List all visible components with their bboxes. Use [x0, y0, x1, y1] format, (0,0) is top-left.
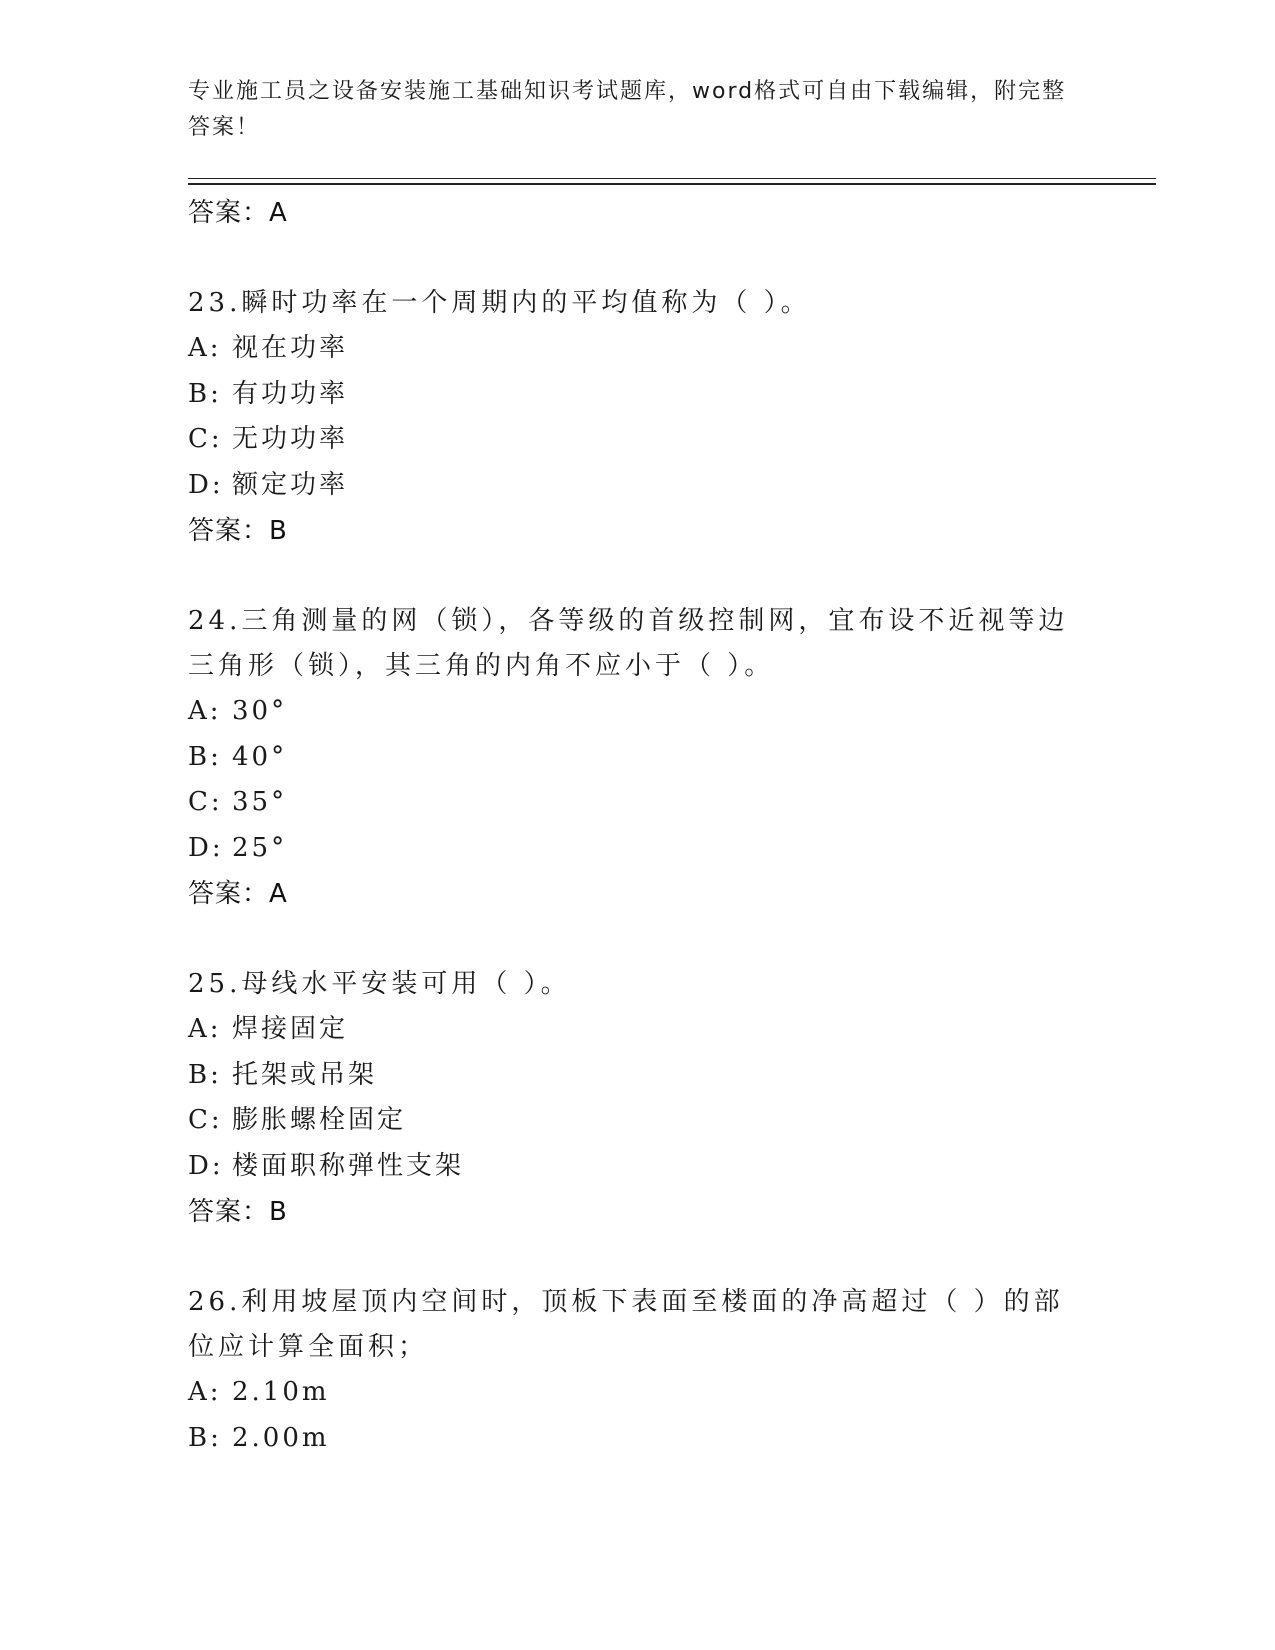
option-text: 额定功率	[232, 469, 349, 500]
question-23	[188, 281, 1088, 554]
option-key: B:	[188, 1422, 222, 1453]
answer-value: A	[269, 879, 288, 909]
answer-prefix: 答案：	[188, 879, 270, 909]
option-key: C:	[188, 1105, 223, 1135]
option-key: D:	[188, 832, 224, 863]
option-a	[188, 326, 1088, 372]
answer-prefix: 答案：	[188, 198, 270, 228]
option-key: B:	[188, 378, 222, 409]
option-d	[188, 1144, 1088, 1190]
question-stem: 23.瞬时功率在一个周期内的平均值称为（ ）。	[188, 288, 811, 318]
option-text: 托架或吊架	[232, 1059, 378, 1090]
option-text: 2.10m	[232, 1377, 330, 1407]
option-text: 无功功率	[232, 424, 349, 454]
option-key: A:	[188, 333, 222, 363]
option-b	[188, 735, 1088, 781]
question-25	[188, 962, 1088, 1235]
header-divider-thick	[188, 183, 1156, 185]
option-b	[188, 372, 1088, 418]
option-text: 有功功率	[232, 378, 349, 409]
question-24	[188, 599, 1088, 917]
answer-line	[188, 871, 1088, 917]
answer-value: B	[269, 516, 288, 546]
option-b	[188, 1416, 1088, 1462]
option-text: 焊接固定	[232, 1014, 349, 1044]
option-b	[188, 1053, 1088, 1099]
option-text: 30°	[232, 696, 288, 726]
option-c	[188, 417, 1088, 463]
question-stem: 25.母线水平安装可用（ ）。	[188, 969, 571, 999]
option-c	[188, 1098, 1088, 1144]
option-text: 25°	[232, 832, 288, 863]
answer-line	[188, 1189, 1088, 1235]
answer-prefix: 答案：	[188, 516, 270, 546]
question-stem: 24.三角测量的网（锁），各等级的首级控制网，宜布设不近视等边三角形（锁），其三角的内角不应小于（ ）。	[188, 606, 1069, 681]
option-key: D:	[188, 1150, 224, 1181]
option-c	[188, 780, 1088, 826]
option-text: 40°	[232, 741, 288, 772]
answer-value: B	[269, 1197, 288, 1227]
answer-line	[188, 190, 1088, 236]
option-key: C:	[188, 424, 223, 454]
option-text: 2.00m	[232, 1422, 330, 1453]
question-stem: 26.利用坡屋顶内空间时，顶板下表面至楼面的净高超过（ ）的部位应计算全面积；	[188, 1287, 1064, 1362]
option-key: B:	[188, 1059, 222, 1090]
option-text: 楼面职称弹性支架	[232, 1150, 465, 1181]
option-a	[188, 1007, 1088, 1053]
question-26	[188, 1280, 1088, 1461]
option-d	[188, 826, 1088, 872]
option-text: 视在功率	[232, 333, 349, 363]
answer-prefix: 答案：	[188, 1197, 270, 1227]
option-a	[188, 1370, 1088, 1416]
answer-line	[188, 508, 1088, 554]
option-key: D:	[188, 469, 224, 500]
option-key: B:	[188, 741, 222, 772]
answer-value: A	[269, 198, 288, 228]
option-d	[188, 463, 1088, 509]
option-key: C:	[188, 787, 223, 817]
option-key: A:	[188, 696, 222, 726]
option-text: 35°	[232, 787, 288, 817]
option-key: A:	[188, 1377, 222, 1407]
question-list	[188, 190, 1088, 1461]
option-a	[188, 689, 1088, 735]
document-header: 专业施工员之设备安装施工基础知识考试题库，word格式可自由下载编辑，附完整答案！	[188, 79, 1067, 140]
option-key: A:	[188, 1014, 222, 1044]
option-text: 膨胀螺栓固定	[232, 1105, 407, 1135]
header-divider-thin	[188, 178, 1156, 179]
